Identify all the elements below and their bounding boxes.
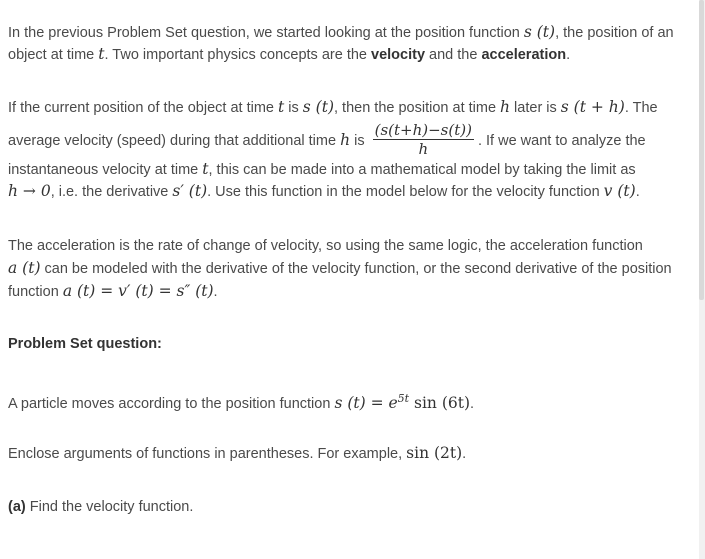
- intro-line-2: object at time t. Two important physics concepts are the velocity and the acceleration.: [8, 45, 571, 63]
- math-v-of-t: v (t): [603, 182, 636, 200]
- math-h-to-zero: h → 0: [8, 182, 51, 200]
- math-s-t-plus-h: s (t + h): [560, 98, 625, 116]
- part-a-prompt: (a) Find the velocity function.: [8, 499, 194, 515]
- acceleration-line-3: function a (t) = v′ (t) = s″ (t).: [8, 282, 218, 300]
- velocity-line-4: h → 0, i.e. the derivative s′ (t). Use this function in the model below for the velocity function v (t).: [8, 182, 640, 200]
- math-a-of-t: a (t): [8, 259, 41, 277]
- velocity-line-3: instantaneous velocity at time t, this can be made into a mathematical model by taking the limit as: [8, 160, 636, 178]
- math-position-function: s $(t) = e^{5t}$ sin (6t): [334, 392, 471, 413]
- velocity-line-2: average velocity (speed) during that additional time h is $\frac{(s(t+h)-s(t))}{h}$ . If we want to analyze the: [8, 120, 646, 158]
- problem-statement: A particle moves according to the position function s $(t) = e^{5t}$ sin (6t).: [8, 392, 475, 413]
- math-t: t: [98, 45, 105, 63]
- acceleration-term: acceleration: [481, 47, 567, 63]
- acceleration-line-1: The acceleration is the rate of change of velocity, so using the same logic, the acceleration function: [8, 238, 643, 254]
- math-sin-example: sin (2t): [406, 444, 463, 462]
- math-s-of-t: s (t): [523, 23, 556, 41]
- acceleration-line-2: a (t) can be modeled with the derivative of the velocity function, or the second derivative of the position: [8, 259, 672, 277]
- average-velocity-fraction: $\frac{(s(t+h)-s(t))}{h}$: [374, 120, 472, 158]
- problem-heading: Problem Set question:: [8, 336, 162, 352]
- scrollbar-thumb[interactable]: [699, 0, 704, 300]
- intro-line-1: In the previous Problem Set question, we started looking at the position function s (t), the position of an: [8, 23, 674, 41]
- math-s-prime: s′ (t): [172, 182, 208, 200]
- velocity-line-1: If the current position of the object at time t is s (t), then the position at time h later is s (t + h). The: [8, 98, 658, 116]
- velocity-term: velocity: [371, 47, 426, 63]
- enclose-instruction: Enclose arguments of functions in parentheses. For example, sin (2t).: [8, 444, 467, 462]
- vertical-scrollbar[interactable]: [699, 0, 705, 559]
- math-acceleration-chain: a (t) = v′ (t) = s″ (t): [62, 282, 214, 300]
